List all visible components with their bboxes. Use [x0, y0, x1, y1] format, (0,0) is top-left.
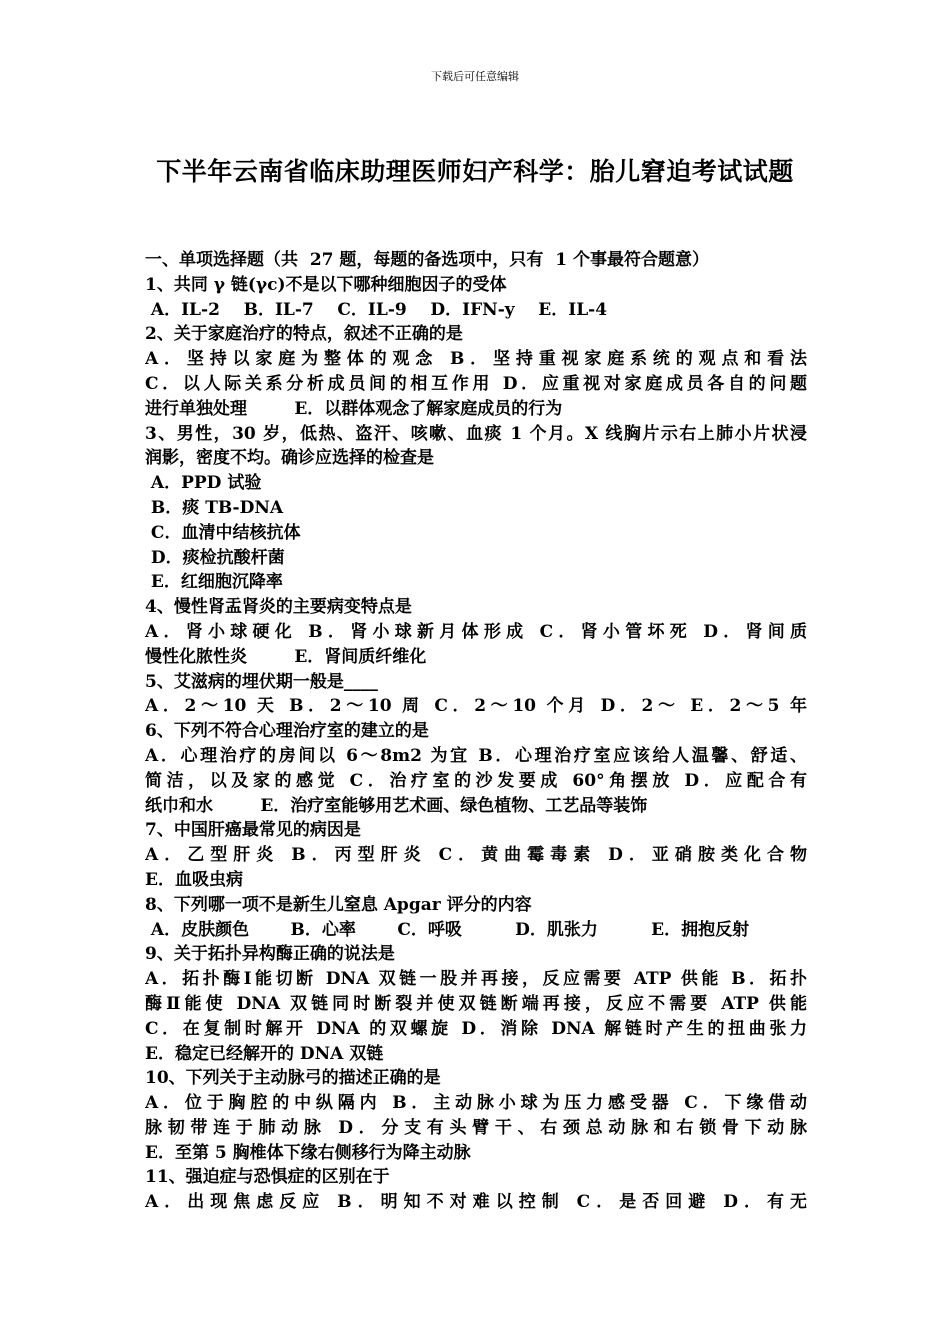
text-line: 慢性化脓性炎 E．肾间质纤维化 — [145, 646, 427, 667]
text-segment: 简洁，以及家的感觉 — [145, 770, 340, 791]
text-segment: D．应重视对家庭成员各自的问题 — [502, 373, 807, 394]
text-line: 11、强迫症与恐惧症的区别在于 — [145, 1167, 390, 1188]
text-line — [145, 422, 807, 447]
text-segment: B．主动脉小球为压力感受器 — [392, 1093, 674, 1114]
text-line: 进行单独处理 E．以群体观念了解家庭成员的行为 — [145, 398, 563, 419]
text-line — [145, 992, 807, 1017]
text-segment: D．应配合有 — [684, 770, 807, 791]
text-segment: C．是否回避 — [576, 1192, 712, 1213]
text-segment: A．坚持以家庭为整体的观念 — [145, 349, 439, 370]
text-segment: E．2～5 年 — [690, 696, 807, 717]
page-header: 下载后可任意编辑 — [431, 70, 519, 83]
text-line: 纸巾和水 E．治疗室能够用艺术画、绿色植物、工艺品等装饰 — [145, 795, 648, 816]
text-line: 5、艾滋病的埋伏期一般是____ — [145, 671, 378, 692]
text-segment: A．出现焦虑反应 — [145, 1192, 326, 1213]
text-segment: 酶Ⅱ能使 DNA 双链同时断裂并使双链断端再接，反应不需要 ATP 供能 — [145, 993, 807, 1014]
text-segment: C．2～10 个月 — [434, 696, 590, 717]
text-line: 1、共同 γ 链(γc)不是以下哪种细胞因子的受体 — [145, 274, 507, 295]
text-segment: C．黄曲霉毒素 — [438, 845, 597, 866]
text-line: D．痰检抗酸杆菌 — [145, 547, 285, 568]
text-segment: C．以人际关系分析成员间的相互作用 — [145, 373, 494, 394]
text-segment: C．肾小管坏死 — [539, 621, 692, 642]
text-segment: 3、男性，30 岁，低热、盗汗、咳嗽、血痰 1 个月。X 线胸片示右上肺小片状浸 — [145, 423, 807, 444]
text-line — [145, 967, 807, 992]
text-line: 润影，密度不均。确诊应选择的检查是 — [145, 448, 434, 469]
text-line: 2、关于家庭治疗的特点，叙述不正确的是 — [145, 324, 463, 345]
text-line: E．至第 5 胸椎体下缘右侧移行为降主动脉 — [145, 1142, 471, 1163]
text-line — [145, 744, 807, 769]
text-line — [145, 372, 807, 397]
text-line: E．红细胞沉降率 — [145, 572, 283, 593]
text-line: A．IL-2 B．IL-7 C．IL-9 D．IFN-y E．IL-4 — [145, 299, 608, 320]
text-segment: A．心理治疗的房间以 6～8m2 为宜 — [145, 745, 470, 766]
text-segment: B．肾小球新月体形成 — [308, 621, 529, 642]
text-segment: D．消除 DNA 解链时产生的扭曲张力 — [461, 1018, 807, 1039]
text-line: 4、慢性肾盂肾炎的主要病变特点是 — [145, 597, 412, 618]
text-segment: 脉韧带连于肺动脉 — [145, 1117, 327, 1138]
text-segment: A．肾小球硬化 — [145, 621, 298, 642]
text-segment: C．在复制时解开 DNA 的双螺旋 — [145, 1018, 452, 1039]
text-segment: D．肾间质 — [703, 621, 807, 642]
document-title: 下半年云南省临床助理医师妇产科学：胎儿窘迫考试试题 — [156, 157, 794, 186]
text-segment: B．心理治疗室应该给人温馨、舒适、 — [478, 745, 807, 766]
text-segment: D．有无 — [723, 1192, 807, 1213]
text-segment: A．乙型肝炎 — [145, 845, 280, 866]
text-line — [145, 843, 807, 868]
text-line — [145, 769, 807, 794]
text-line: B．痰 TB-DNA — [145, 497, 284, 518]
text-line — [145, 347, 807, 372]
text-segment: B．坚持重视家庭系统的观点和看法 — [449, 349, 807, 370]
text-segment: B．丙型肝炎 — [291, 845, 427, 866]
text-line — [145, 1091, 807, 1116]
text-line — [145, 1017, 807, 1042]
text-line: E．血吸虫病 — [145, 869, 243, 890]
text-segment: B．明知不对难以控制 — [337, 1192, 565, 1213]
text-segment: B．拓扑 — [731, 969, 807, 990]
text-segment: A．2～10 天 — [145, 696, 279, 717]
text-line: A．PPD 试验 — [145, 473, 262, 494]
text-line: 6、下列不符合心理治疗室的建立的是 — [145, 721, 429, 742]
text-line: 9、关于拓扑异构酶正确的说法是 — [145, 944, 395, 965]
text-line: 7、中国肝癌最常见的病因是 — [145, 820, 361, 841]
text-line: A．皮肤颜色 B．心率 C．呼吸 D．肌张力 E．拥抱反射 — [145, 919, 750, 940]
text-line — [145, 694, 807, 719]
text-segment: A．位于胸腔的中纵隔内 — [145, 1093, 382, 1114]
text-segment: C．下缘借动 — [684, 1093, 807, 1114]
text-segment: D．亚硝胺类化合物 — [608, 845, 807, 866]
text-line — [145, 620, 807, 645]
text-segment: B．2～10 周 — [289, 696, 424, 717]
text-segment: A．拓扑酶Ⅰ能切断 DNA 双链一股并再接，反应需要 ATP 供能 — [145, 969, 722, 990]
text-segment: C．治疗室的沙发要成 60°角摆放 — [349, 770, 674, 791]
text-line: 一、单项选择题（共 27 题，每题的备选项中，只有 1 个事最符合题意） — [145, 250, 709, 270]
text-line — [145, 1190, 807, 1215]
text-line: C．血清中结核抗体 — [145, 522, 301, 543]
text-line: E．稳定已经解开的 DNA 双链 — [145, 1043, 384, 1064]
text-line: 8、下列哪一项不是新生儿窒息 Apgar 评分的内容 — [145, 894, 532, 915]
document-body — [145, 248, 807, 1215]
text-segment: D．2～ — [600, 696, 680, 717]
text-line — [145, 1116, 807, 1141]
text-segment: D．分支有头臂干、右颈总动脉和右锁骨下动脉 — [338, 1117, 807, 1138]
text-line: 10、下列关于主动脉弓的描述正确的是 — [145, 1068, 441, 1089]
